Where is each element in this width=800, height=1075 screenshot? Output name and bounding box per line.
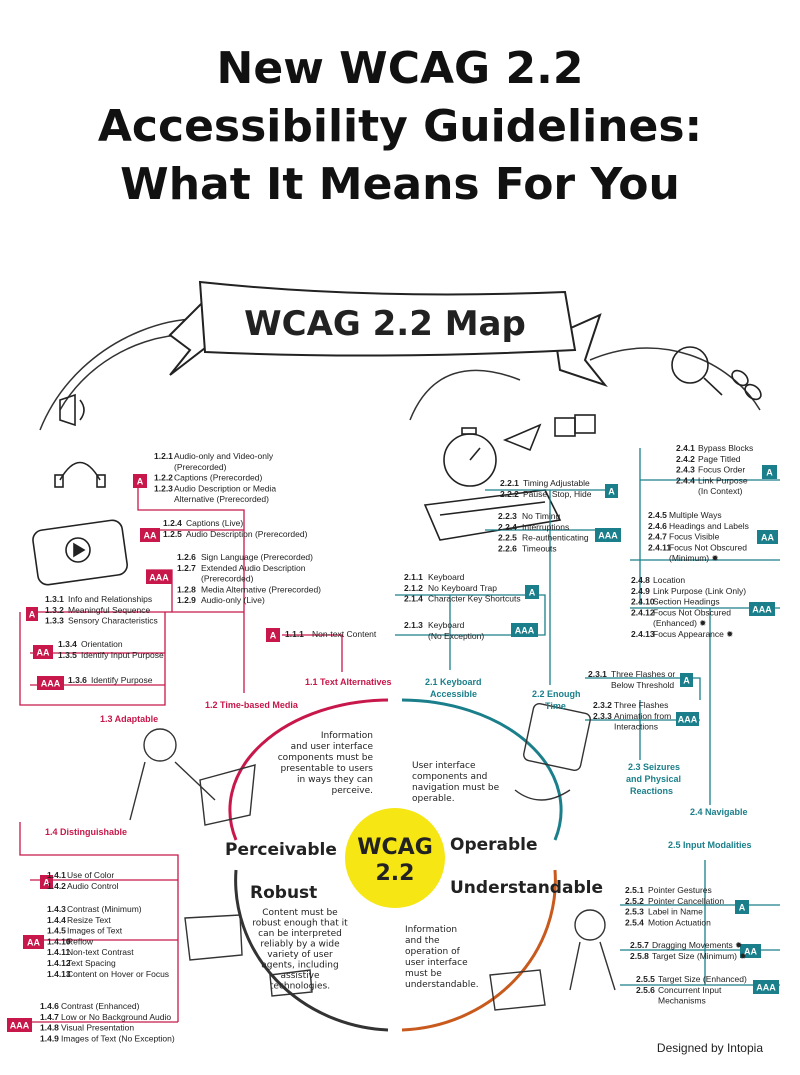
criterion-name: Pointer Gestures xyxy=(648,885,712,895)
criterion-name: Visual Presentation xyxy=(61,1022,135,1033)
description-line: user interface xyxy=(405,958,468,968)
criterion-number: 2.4.9 xyxy=(631,585,650,596)
criterion-number: 1.4.3 xyxy=(47,904,66,914)
level-badge-label: AA xyxy=(36,647,50,658)
criterion-name: Headings and Labels xyxy=(669,520,749,531)
criterion-number: 1.2.2 xyxy=(154,472,173,483)
criterion-name: Orientation xyxy=(81,639,123,649)
criteria-group-g143 xyxy=(23,904,169,979)
criterion-number: 2.2.3 xyxy=(498,511,517,521)
criterion-name: Audio Control xyxy=(67,880,119,891)
criterion-name: Contrast (Minimum) xyxy=(67,904,142,914)
criterion-number: 1.2.8 xyxy=(177,584,196,595)
criteria-group-g141 xyxy=(40,870,119,891)
criterion-name: Keyboard xyxy=(428,620,465,630)
level-badge-label: A xyxy=(28,609,36,620)
criterion-name: Resize Text xyxy=(67,914,111,925)
criterion-name: Mechanisms xyxy=(658,995,706,1006)
criteria-group-g136 xyxy=(37,675,153,690)
criteria-group-g211 xyxy=(404,572,539,604)
description-line: Information xyxy=(320,731,373,741)
principles-panel xyxy=(130,700,615,1030)
criterion-number: 2.4.2 xyxy=(676,453,695,464)
criterion-name: Link Purpose xyxy=(698,475,748,486)
criterion-name: (In Context) xyxy=(698,486,743,497)
criterion-name: No Timing xyxy=(522,511,561,521)
criterion-name: Non-text Contrast xyxy=(67,947,134,958)
principle-perceivable: Perceivable xyxy=(225,840,337,860)
criterion-name: Extended Audio Description xyxy=(201,562,306,573)
criterion-number: 2.2.1 xyxy=(500,478,519,488)
level-badge-label: AAA xyxy=(598,530,618,541)
description-line: variety of user xyxy=(267,950,333,960)
criterion-name: (Enhanced) ✹ xyxy=(653,618,707,629)
description-line: User interface xyxy=(412,761,476,771)
criterion-name: Info and Relationships xyxy=(68,594,153,604)
criterion-name: Audio Description (Prerecorded) xyxy=(186,528,308,539)
level-badge-label: A xyxy=(683,675,690,686)
criterion-name: Audio-only and Video-only xyxy=(174,451,274,461)
principle-operable: Operable xyxy=(450,835,538,855)
criterion-number: 2.3.2 xyxy=(593,700,612,710)
description-line: reliably by a wide xyxy=(260,939,340,950)
stopwatch-icon xyxy=(444,428,496,486)
criterion-name: Interactions xyxy=(614,721,658,732)
criteria-group-g134 xyxy=(33,639,164,660)
criterion-number: 2.1.2 xyxy=(404,582,423,593)
criterion-number: 1.2.5 xyxy=(163,528,182,539)
criteria-group-g255 xyxy=(636,974,779,1006)
section-1-3: 1.3 Adaptable xyxy=(100,714,159,724)
criteria-group-g251 xyxy=(625,885,749,927)
criterion-number: 2.4.13 xyxy=(631,629,655,639)
criterion-name: Target Size (Minimum) ✹ xyxy=(652,950,747,961)
criterion-number: 1.4.7 xyxy=(40,1011,59,1022)
level-badge-label: A xyxy=(738,902,746,913)
criterion-name: (Prerecorded) xyxy=(201,573,254,584)
criterion-name: Alternative (Prerecorded) xyxy=(174,494,269,505)
link-icon xyxy=(729,368,764,403)
criterion-number: 1.2.1 xyxy=(154,451,173,461)
level-badge-label: AAA xyxy=(756,982,776,993)
criterion-number: 2.5.4 xyxy=(625,917,644,928)
criterion-number: 1.3.3 xyxy=(45,615,64,626)
criterion-number: 2.3.3 xyxy=(593,710,612,721)
criterion-number: 1.4.1 xyxy=(47,870,66,880)
criterion-number: 1.4.2 xyxy=(47,880,66,891)
description-line: operable. xyxy=(412,794,455,804)
description-line: components must be xyxy=(277,753,373,763)
criterion-name: Audio Description or Media xyxy=(174,483,277,494)
criterion-number: 2.4.8 xyxy=(631,575,650,585)
description-line: presentable to users xyxy=(280,764,373,774)
level-badge-label: AAA xyxy=(40,678,61,689)
wcag-center-line-1: WCAG xyxy=(357,835,433,860)
criterion-name: Focus Appearance ✹ xyxy=(653,629,734,639)
criterion-name: Identify Input Purpose xyxy=(81,649,164,660)
criterion-name: (Minimum) ✹ xyxy=(669,553,719,564)
criterion-number: 1.2.7 xyxy=(177,562,196,573)
level-badge-label: A xyxy=(608,486,615,497)
criterion-number: 1.4.13 xyxy=(47,968,71,979)
criterion-name: Use of Color xyxy=(67,870,115,880)
criterion-name: Page Titled xyxy=(698,453,741,464)
level-badge-label: AAA xyxy=(752,604,772,615)
criterion-number: 1.1.1 xyxy=(285,629,304,639)
criterion-name: Location xyxy=(653,575,686,585)
description-line: Information xyxy=(405,925,458,935)
criterion-name: Target Size (Enhanced) xyxy=(658,974,747,984)
criterion-number: 1.4.8 xyxy=(40,1022,59,1033)
criterion-name: Sign Language (Prerecorded) xyxy=(201,552,313,562)
criterion-number: 1.4.11 xyxy=(47,947,71,958)
criterion-name: Text Spacing xyxy=(67,958,116,968)
criterion-name: Multiple Ways xyxy=(669,510,722,520)
criterion-name: Audio-only (Live) xyxy=(201,595,265,606)
criterion-name: Content on Hover or Focus xyxy=(67,968,170,979)
criterion-number: 2.4.4 xyxy=(676,475,695,486)
criterion-number: 1.4.4 xyxy=(47,914,66,925)
section-2-3-line-3: Reactions xyxy=(630,786,674,796)
criterion-number: 1.4.9 xyxy=(40,1033,59,1044)
criterion-number: 2.5.7 xyxy=(630,940,649,950)
criterion-number: 2.5.2 xyxy=(625,895,644,906)
criteria-group-g121 xyxy=(133,451,276,504)
criterion-name: No Keyboard Trap xyxy=(428,582,497,593)
criterion-name: Images of Text (No Exception) xyxy=(61,1033,175,1044)
criterion-number: 2.5.3 xyxy=(625,906,644,917)
credit: Designed by Intopia xyxy=(656,1041,763,1055)
criterion-number: 1.2.9 xyxy=(177,595,196,606)
description-line: components and xyxy=(412,772,488,782)
level-badge-label: AA xyxy=(744,946,757,957)
criterion-number: 2.5.6 xyxy=(636,984,655,995)
criterion-name: Reflow xyxy=(67,936,93,947)
criteria-group-g124 xyxy=(140,518,308,542)
section-2-4: 2.4 Navigable xyxy=(690,807,748,817)
description-line: and the xyxy=(405,936,440,946)
criterion-name: (Prerecorded) xyxy=(174,461,227,472)
level-badge-label: AA xyxy=(27,937,40,948)
principle-robust: Robust xyxy=(250,883,318,903)
criterion-number: 2.2.6 xyxy=(498,543,517,554)
criterion-number: 1.3.1 xyxy=(45,594,64,604)
section-2-5: 2.5 Input Modalities xyxy=(668,840,752,850)
headphones-icon xyxy=(55,463,105,488)
criterion-number: 2.4.12 xyxy=(631,607,655,618)
criterion-name: Non-text Content xyxy=(312,629,377,639)
description-line: Content must be xyxy=(262,908,338,918)
description-line: can be interpreted xyxy=(258,929,342,939)
map-title: WCAG 2.2 Map xyxy=(244,304,526,344)
criterion-number: 1.2.6 xyxy=(177,552,196,562)
section-2-2-line-1: 2.2 Enough xyxy=(532,689,581,699)
level-badge-label: AAA xyxy=(514,625,535,636)
section-1-1: 1.1 Text Alternatives xyxy=(305,677,392,687)
criterion-name: Contrast (Enhanced) xyxy=(61,1001,140,1011)
criterion-name: Focus Not Obscured xyxy=(669,542,747,553)
criterion-number: 2.1.1 xyxy=(404,572,423,582)
criterion-name: Captions (Prerecorded) xyxy=(174,472,263,483)
keys-icon xyxy=(555,415,595,436)
level-badge-label: A xyxy=(528,587,536,598)
criterion-number: 2.3.1 xyxy=(588,669,607,679)
section-2-2-line-2: Time xyxy=(545,701,566,711)
section-1-4: 1.4 Distinguishable xyxy=(45,827,128,837)
description-line: must be xyxy=(405,969,442,979)
criteria-group-g245 xyxy=(648,510,778,563)
description-line: perceive. xyxy=(331,786,373,796)
criterion-name: Character Key Shortcuts xyxy=(428,593,521,604)
page-title-line-3: What It Means For You xyxy=(120,159,680,210)
criterion-name: Three Flashes or xyxy=(611,669,676,679)
magnifier-icon xyxy=(672,347,722,395)
description-line: robust enough that it xyxy=(252,918,348,929)
criteria-group-g213 xyxy=(404,620,538,641)
criterion-number: 1.4.6 xyxy=(40,1001,59,1011)
criterion-number: 1.4.10 xyxy=(47,936,71,947)
section-2-3-line-2: and Physical xyxy=(626,774,682,784)
criterion-number: 2.4.6 xyxy=(648,520,667,531)
description-line: technologies. xyxy=(269,981,331,992)
criterion-name: Keyboard xyxy=(428,572,465,582)
criterion-name: Pointer Cancellation xyxy=(648,895,725,906)
robust-description xyxy=(252,908,348,992)
criterion-name: (No Exception) xyxy=(428,630,485,641)
description-line: navigation must be xyxy=(412,783,500,793)
level-badge-label: AA xyxy=(761,532,774,543)
criterion-number: 1.2.3 xyxy=(154,483,173,494)
page-title-line-2: Accessibility Guidelines: xyxy=(97,101,703,152)
criterion-number: 2.1.4 xyxy=(404,593,423,604)
criterion-number: 1.3.4 xyxy=(58,639,77,649)
criterion-name: Pause, Stop, Hide xyxy=(523,488,592,499)
criterion-number: 2.5.8 xyxy=(630,950,649,961)
criterion-name: Timeouts xyxy=(522,543,557,554)
criterion-number: 2.1.3 xyxy=(404,620,423,630)
perceivable-description xyxy=(278,731,374,796)
description-line: and user interface xyxy=(290,742,373,752)
criterion-number: 2.4.1 xyxy=(676,443,695,453)
criterion-number: 1.4.12 xyxy=(47,958,71,968)
criteria-group-g248 xyxy=(631,575,775,639)
criteria-group-g231 xyxy=(588,669,693,690)
level-badge-label: A xyxy=(766,467,773,478)
criterion-number: 2.4.5 xyxy=(648,510,667,520)
criterion-number: 1.3.5 xyxy=(58,649,77,660)
criteria-group-g223 xyxy=(498,511,621,553)
criterion-name: Captions (Live) xyxy=(186,518,244,528)
map-banner xyxy=(170,282,605,385)
criterion-number: 1.3.2 xyxy=(45,604,64,615)
criterion-name: Identify Purpose xyxy=(91,675,153,685)
criterion-name: Section Headings xyxy=(653,596,720,607)
wcag-center-line-2: 2.2 xyxy=(375,861,415,886)
operable-description xyxy=(412,761,500,804)
criterion-name: Animation from xyxy=(614,710,672,721)
description-line: operation of xyxy=(405,947,460,957)
criterion-name: Label in Name xyxy=(648,906,703,917)
criterion-name: Dragging Movements ✹ xyxy=(652,940,743,950)
section-2-1-line-1: 2.1 Keyboard xyxy=(425,677,482,687)
triangle-icon xyxy=(505,425,540,450)
criterion-name: Media Alternative (Prerecorded) xyxy=(201,584,322,595)
level-badge-label: AAA xyxy=(149,572,169,583)
criterion-name: Concurrent Input xyxy=(658,984,722,995)
level-badge-label: AAA xyxy=(9,1020,30,1031)
criterion-name: Three Flashes xyxy=(614,700,669,710)
criterion-number: 2.2.4 xyxy=(498,521,517,532)
criterion-name: Bypass Blocks xyxy=(698,443,754,453)
criterion-number: 2.5.1 xyxy=(625,885,644,895)
principle-understandable: Understandable xyxy=(450,878,603,898)
criterion-number: 1.4.5 xyxy=(47,925,66,936)
level-badge-label: A xyxy=(43,877,50,888)
level-badge-label: A xyxy=(136,476,144,487)
criterion-number: 2.4.7 xyxy=(648,531,667,542)
criterion-name: Sensory Characteristics xyxy=(68,615,158,626)
description-line: agents, including xyxy=(261,960,339,971)
description-line: in ways they can xyxy=(297,775,373,785)
criterion-name: Focus Visible xyxy=(669,531,720,542)
criterion-name: Meaningful Sequence xyxy=(68,604,151,615)
description-line: understandable. xyxy=(405,980,479,990)
understandable-description xyxy=(405,925,479,990)
criterion-number: 1.2.4 xyxy=(163,518,182,528)
level-badge-label: AAA xyxy=(677,714,698,725)
criterion-name: Link Purpose (Link Only) xyxy=(653,585,747,596)
criteria-group-g241 xyxy=(676,443,777,496)
criterion-number: 2.2.2 xyxy=(500,488,519,499)
criteria-group-g232 xyxy=(593,700,699,732)
criteria-group-g221 xyxy=(500,478,618,499)
section-1-2: 1.2 Time-based Media xyxy=(205,700,298,710)
criterion-name: Interruptions xyxy=(522,521,570,532)
description-line: assistive xyxy=(280,971,320,981)
criterion-name: Timing Adjustable xyxy=(523,478,590,488)
criterion-name: Re-authenticating xyxy=(522,532,589,543)
tablet-video-icon xyxy=(32,519,129,586)
criterion-number: 1.3.6 xyxy=(68,675,87,685)
criterion-number: 2.2.5 xyxy=(498,532,517,543)
criterion-number: 2.4.3 xyxy=(676,464,695,475)
page-title-line-1: New WCAG 2.2 xyxy=(216,43,584,94)
criterion-name: Below Threshold xyxy=(611,679,675,690)
criterion-name: Motion Actuation xyxy=(648,917,711,928)
section-2-3-line-1: 2.3 Seizures xyxy=(628,762,681,772)
criterion-name: Focus Order xyxy=(698,464,746,475)
criterion-number: 2.5.5 xyxy=(636,974,655,984)
level-badge-label: AA xyxy=(143,530,157,541)
criterion-name: Images of Text xyxy=(67,925,123,936)
speaker-icon xyxy=(60,395,84,425)
level-badge-label: A xyxy=(269,630,277,641)
criterion-name: Focus Not Obscured xyxy=(653,607,731,618)
criteria-group-g131 xyxy=(26,594,158,626)
criterion-number: 2.4.10 xyxy=(631,596,655,607)
section-2-1-line-2: Accessible xyxy=(430,689,478,699)
criterion-number: 2.4.11 xyxy=(648,542,672,553)
criterion-name: Low or No Background Audio xyxy=(61,1011,172,1022)
